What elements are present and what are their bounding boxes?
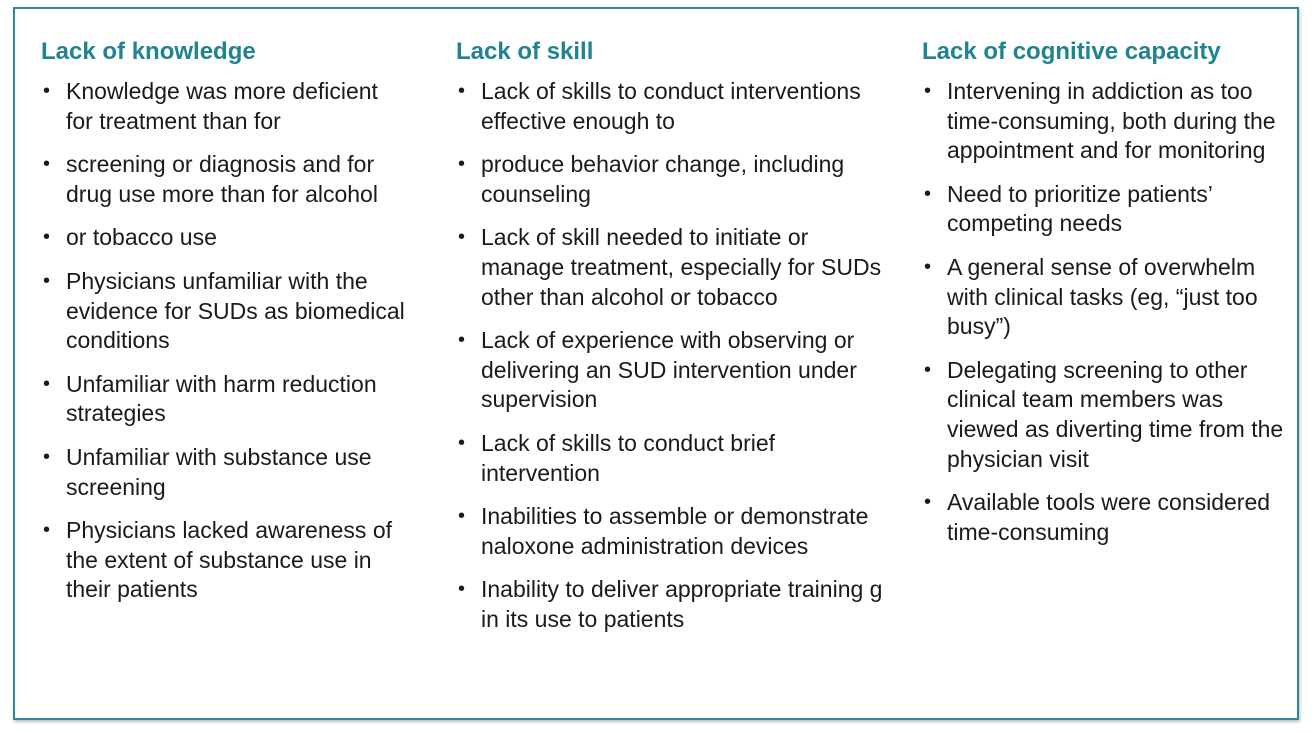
list-item	[922, 180, 1297, 239]
list-item	[922, 488, 1297, 547]
bullet-icon: •	[458, 578, 466, 601]
list-item	[41, 516, 411, 605]
list-item-text: Lack of skill needed to initiate or manage treatment, especially for SUDs other than alcohol or tobacco	[481, 224, 882, 310]
list-item-text: Physicians unfamiliar with the evidence for SUDs as biomedical conditions	[66, 267, 405, 354]
bullet-icon: •	[43, 80, 51, 102]
bullet-icon: •	[43, 372, 51, 395]
bullet-icon: •	[458, 80, 466, 102]
bullet-icon: •	[43, 445, 51, 468]
bullet-icon: •	[43, 226, 51, 249]
list-item-text: screening or diagnosis and for drug use more than for alcohol	[66, 151, 378, 207]
list-item-text: Intervening in addiction as too time-consuming, both during the appointment and for monitoring	[947, 78, 1276, 164]
list-item	[922, 356, 1297, 474]
column-lack-of-cognitive-capacity	[922, 35, 1297, 561]
bullet-icon: •	[924, 358, 932, 381]
bullet-icon: •	[458, 329, 466, 352]
list-item-text: Delegating screening to other clinical team members was viewed as diverting time from the physician visit	[947, 356, 1284, 472]
list-item-text: Inability to deliver appropriate training g in its use to patients	[481, 576, 883, 632]
bullet-list	[456, 77, 896, 635]
column-lack-of-skill	[456, 35, 896, 649]
list-item-text: or tobacco use	[66, 224, 217, 251]
bullet-icon: •	[924, 182, 932, 205]
bullet-icon: •	[43, 269, 51, 292]
bullet-list	[922, 77, 1297, 547]
column-lack-of-knowledge	[41, 35, 411, 619]
list-item	[41, 150, 411, 209]
list-item-text: Lack of skills to conduct brief intervention	[481, 429, 776, 486]
list-item	[456, 223, 896, 312]
list-item	[41, 77, 411, 136]
list-item	[922, 253, 1297, 342]
list-item	[456, 502, 896, 561]
list-item	[41, 370, 411, 429]
list-item-text: A general sense of overwhelm with clinical tasks (eg, “just too busy”)	[947, 253, 1258, 340]
list-item	[41, 443, 411, 502]
bullet-icon: •	[924, 255, 932, 278]
list-item	[456, 326, 896, 415]
list-item	[922, 77, 1297, 166]
list-item-text: Physicians lacked awareness of the extent of substance use in their patients	[66, 517, 392, 603]
list-item	[456, 429, 896, 488]
list-item	[41, 267, 411, 356]
bullet-icon: •	[458, 226, 466, 249]
list-item-text: Knowledge was more deficient for treatment than for	[66, 78, 378, 134]
list-item-text: Unfamiliar with substance use screening	[66, 443, 372, 500]
list-item	[456, 575, 896, 634]
list-item	[456, 150, 896, 209]
list-item	[456, 77, 896, 136]
bullet-list	[41, 77, 411, 605]
list-item	[41, 223, 411, 253]
bullet-icon: •	[924, 80, 932, 102]
list-item-text: Lack of experience with observing or delivering an SUD intervention under supervision	[481, 327, 857, 413]
list-item-text: Need to prioritize patients’ competing needs	[947, 180, 1213, 237]
column-title: Lack of skill	[456, 38, 594, 65]
content-frame	[13, 7, 1299, 720]
column-title: Lack of knowledge	[41, 38, 256, 65]
list-item-text: Lack of skills to conduct interventions effective enough to	[481, 78, 861, 134]
bullet-icon: •	[458, 431, 466, 454]
list-item-text: Unfamiliar with harm reduction strategies	[66, 370, 377, 427]
bullet-icon: •	[924, 491, 932, 514]
list-item-text: produce behavior change, including counseling	[481, 151, 845, 207]
bullet-icon: •	[43, 153, 51, 176]
column-title: Lack of cognitive capacity	[922, 38, 1221, 65]
list-item-text: Available tools were considered time-consuming	[947, 489, 1271, 545]
bullet-icon: •	[458, 153, 466, 176]
bullet-icon: •	[458, 505, 466, 528]
list-item-text: Inabilities to assemble or demonstrate naloxone administration devices	[481, 503, 869, 559]
bullet-icon: •	[43, 519, 51, 542]
